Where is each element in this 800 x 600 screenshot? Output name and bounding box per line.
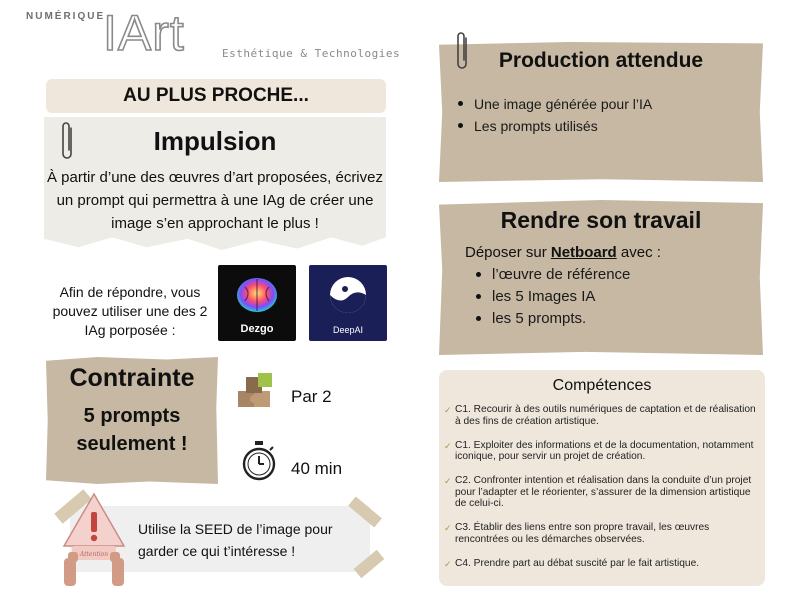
warning-icon — [60, 490, 128, 588]
check-icon: ✓ — [444, 476, 452, 486]
check-icon: ✓ — [444, 523, 452, 533]
list-item: Les prompts utilisés — [456, 115, 652, 137]
production-list — [456, 93, 652, 137]
deepai-logo[interactable] — [309, 265, 387, 341]
deepai-label: DeepAI — [332, 325, 364, 335]
check-icon: ✓ — [444, 440, 452, 451]
submit-list — [474, 264, 630, 330]
brand-logo: IArt — [103, 5, 185, 61]
ia-intro-text: Afin de répondre, vous pouvez utiliser une des 2 IAg porposée : — [52, 284, 208, 338]
skills-list — [444, 404, 760, 582]
constraint-text: 5 prompts seulement ! — [76, 405, 188, 455]
puzzle-icon — [237, 372, 275, 412]
list-item: Une image générée pour l’IA — [456, 93, 652, 115]
deepai-icon — [309, 265, 387, 325]
duration-label: 40 min — [291, 459, 343, 478]
activity-banner: AU PLUS PROCHE... — [46, 79, 386, 113]
constraint-title: Contrainte — [69, 364, 195, 392]
skill-item — [444, 558, 760, 570]
check-icon: ✓ — [444, 558, 452, 569]
impulse-text: À partir d’une des œuvres d’art proposées, écrivez un prompt qui permettra à une IAg de créer une image s’en approchant le plus ! — [47, 169, 383, 232]
brain-icon — [218, 265, 296, 325]
dezgo-logo[interactable] — [218, 265, 296, 341]
brand-tagline: Esthétique & Technologies — [222, 47, 401, 60]
skill-item — [444, 440, 760, 463]
submit-title: Rendre son travail — [500, 207, 702, 233]
skill-text: C3. Établir des liens entre son propre travail, les œuvres rencontrées ou les démarches observées. — [455, 522, 710, 545]
list-item: les 5 Images IA — [474, 286, 630, 308]
submit-intro-prefix: Déposer sur — [465, 244, 551, 261]
netboard-link[interactable]: Netboard — [550, 244, 617, 261]
skill-text: C1. Exploiter des informations et de la documentation, notamment iconique, pour servir un projet de création. — [455, 439, 754, 462]
seed-tip-text: Utilise la SEED de l’image pour garder ce qui t’intéresse ! — [138, 521, 333, 559]
production-title: Production attendue — [498, 49, 704, 72]
group-label: Par 2 — [291, 387, 332, 406]
brand-kicker: NUMÉRIQUE — [26, 11, 106, 22]
impulse-title: Impulsion — [153, 126, 277, 156]
skill-text: C4. Prendre part au débat suscité par le fait artistique. — [455, 557, 700, 569]
list-item: les 5 prompts. — [474, 308, 630, 330]
skill-item — [444, 522, 760, 545]
check-icon: ✓ — [444, 405, 452, 415]
submit-intro — [465, 244, 661, 261]
skill-text: C1. Recourir à des outils numériques de captation et de réalisation à des fins de création artistique. — [455, 404, 756, 427]
submit-intro-suffix: avec : — [616, 244, 661, 261]
skill-text: C2. Confronter intention et réalisation dans la conduite d’un projet pour l’adapter et le réorienter, s’assurer de la dimension artistique de celui-ci. — [455, 475, 752, 509]
svg-text:Attention: Attention — [79, 551, 109, 558]
stopwatch-icon — [241, 440, 277, 482]
dezgo-label: Dezgo — [240, 323, 274, 335]
skill-item — [444, 404, 760, 427]
list-item: l’œuvre de référence — [474, 264, 630, 286]
skill-item — [444, 475, 760, 510]
skills-title: Compétences — [552, 377, 652, 394]
